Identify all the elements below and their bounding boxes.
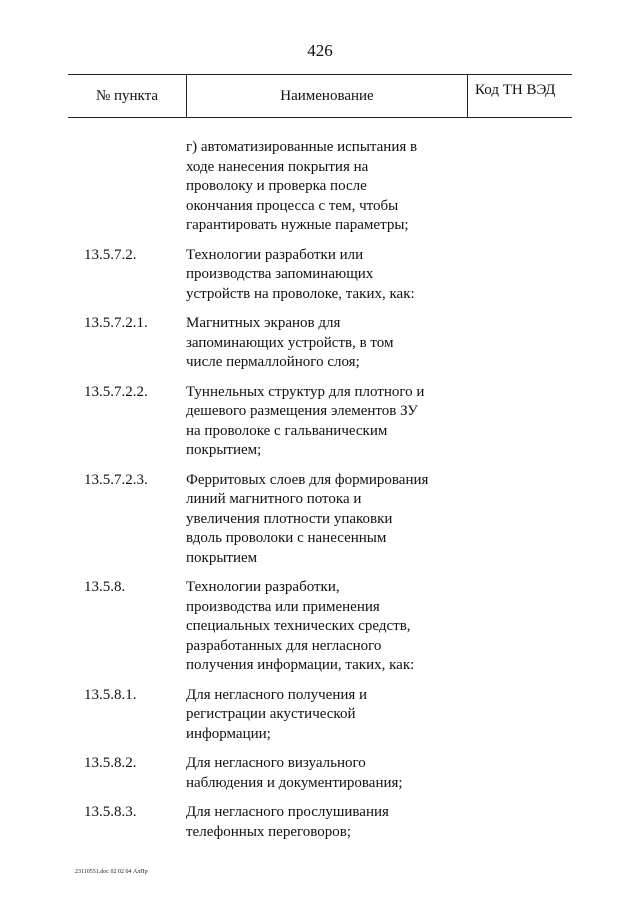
item-text-line: Туннельных структур для плотного и (186, 383, 425, 400)
table-body (0, 128, 640, 842)
item-text (186, 471, 456, 569)
item-number: 13.5.7.2.1. (84, 315, 148, 331)
header-item-name: Наименование (186, 75, 468, 117)
item-text-line: ходе нанесения покрытия на (186, 158, 369, 175)
item-text-line: информации; (186, 725, 271, 742)
item-text-line: окончания процесса с тем, чтобы (186, 197, 399, 214)
item-text-line: регистрации акустической (186, 706, 356, 722)
item-number: 13.5.8.1. (84, 686, 137, 703)
table-row (0, 686, 640, 745)
item-text-line: наблюдения и документирования; (186, 774, 403, 791)
item-text-line: Для негласного прослушивания (186, 804, 389, 820)
item-text (186, 754, 456, 793)
item-text-line: вдоль проволоки с нанесенным (186, 530, 387, 546)
item-text-line: производства или применения (186, 598, 380, 615)
item-number: 13.5.8.2. (84, 755, 137, 771)
item-text-line: покрытием; (186, 442, 262, 458)
item-number: 13.5.8.3. (84, 804, 137, 820)
table-row (0, 754, 640, 793)
item-text (186, 314, 456, 373)
item-text-line: запоминающих устройств, в том (186, 334, 394, 351)
table-row (0, 383, 640, 461)
header-item-code: Код ТН ВЭД (475, 82, 556, 98)
item-text-line: на проволоке с гальваническим (186, 422, 388, 439)
footer-doc-id: 23110551.doc 02 02 04 АлПр (75, 869, 148, 875)
item-text-line: линий магнитного потока и (186, 491, 362, 507)
item-number: 13.5.8. (84, 579, 126, 595)
item-text (186, 803, 456, 842)
item-text-line: Ферритовых слоев для формирования (186, 471, 429, 488)
item-text-line: Технологии разработки или (186, 246, 364, 263)
item-text-line: г) автоматизированные испытания в (186, 139, 418, 155)
item-text-line: покрытием (186, 549, 258, 566)
item-text-line: проволоку и проверка после (186, 178, 367, 194)
item-text (186, 383, 456, 461)
item-text (186, 578, 456, 676)
item-text-line: Технологии разработки, (186, 579, 340, 595)
item-text-line: производства запоминающих (186, 266, 374, 282)
table-row (0, 578, 640, 676)
item-text-line: гарантировать нужные параметры; (186, 217, 409, 233)
item-text-line: получения информации, таких, как: (186, 657, 415, 673)
item-text-line: дешевого размещения элементов ЗУ (186, 403, 418, 419)
header-item-number: № пункта (95, 88, 159, 104)
item-text-line: Для негласного визуального (186, 755, 366, 771)
item-text-line: телефонных переговоров; (186, 823, 351, 840)
item-number: 13.5.7.2. (84, 246, 137, 263)
item-number: 13.5.7.2.2. (84, 383, 148, 400)
item-text-line: специальных технических средств, (186, 618, 411, 634)
item-text-line: числе пермаллойного слоя; (186, 354, 360, 370)
item-text-line: Магнитных экранов для (186, 315, 341, 331)
table-row (0, 138, 640, 236)
item-text-line: разработанных для негласного (186, 637, 382, 654)
item-text (186, 246, 456, 305)
table-row (0, 803, 640, 842)
table-row (0, 471, 640, 569)
item-text-line: устройств на проволоке, таких, как: (186, 285, 415, 302)
item-text-line: увеличения плотности упаковки (186, 510, 393, 527)
table-row (0, 246, 640, 305)
item-text-line: Для негласного получения и (186, 686, 368, 703)
page-number: 426 (307, 41, 333, 60)
item-text (186, 686, 456, 745)
table-row (0, 314, 640, 373)
item-number: 13.5.7.2.3. (84, 471, 148, 488)
item-text (186, 138, 456, 236)
table-header (68, 74, 572, 118)
